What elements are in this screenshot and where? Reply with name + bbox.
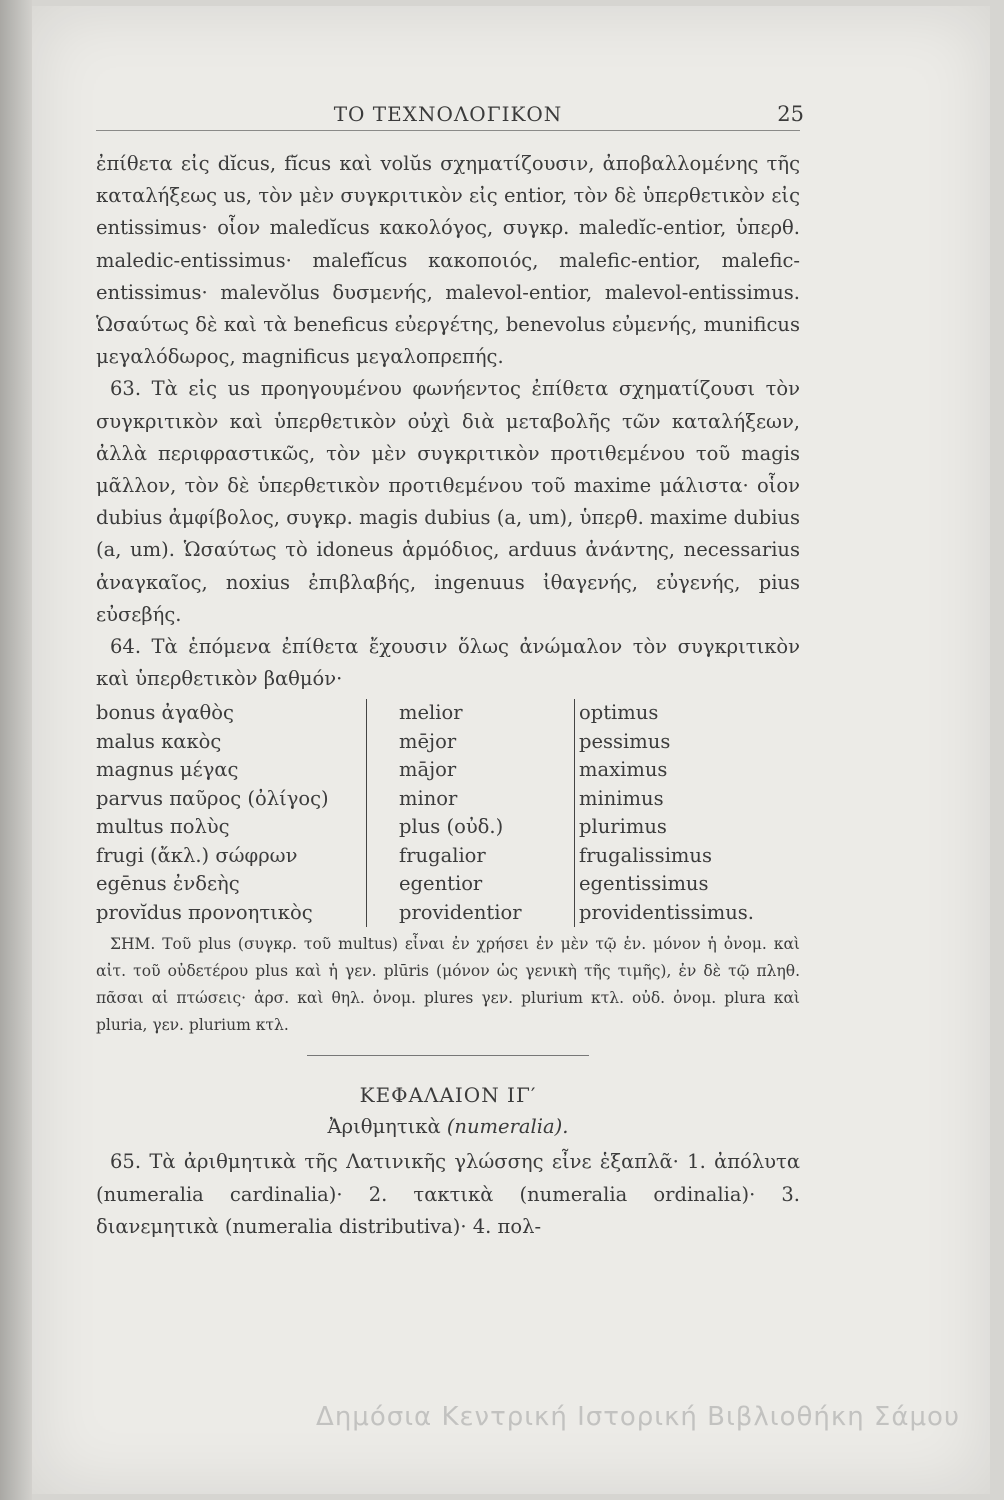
- superlative-column: [574, 699, 800, 927]
- table-cell: frugalissimus: [579, 843, 712, 867]
- paragraph-64: 64. Τὰ ἑπόμενα ἐπίθετα ἔχουσιν ὅλως ἀνώμαλον τὸν συγκριτικὸν καὶ ὑπερθετικὸν βαθμόν·: [96, 635, 800, 691]
- table-cell: parvus παῦρος (ὀλίγος): [96, 786, 329, 810]
- page-text: [96, 96, 804, 1243]
- table-cell: bonus ἀγαθὸς: [96, 701, 234, 725]
- chapter-subtitle-latin: (numeralia).: [446, 1115, 569, 1139]
- library-watermark: Δημόσια Κεντρική Ιστορική Βιβλιοθήκη Σάμου: [316, 1402, 960, 1432]
- chapter-subtitle: [96, 1110, 800, 1144]
- table-cell: egēnus ἐνδεὴς: [96, 872, 240, 896]
- table-cell: providentior: [399, 900, 522, 924]
- table-cell: egentior: [399, 872, 483, 896]
- positive-column: [96, 699, 366, 927]
- header-rule: [96, 130, 800, 131]
- table-cell: plurimus: [579, 815, 667, 839]
- chapter-subtitle-greek: Ἀριθμητικὰ: [327, 1115, 441, 1139]
- comparative-column: [366, 699, 574, 927]
- table-cell: mējor: [399, 729, 457, 753]
- table-cell: pessimus: [579, 729, 671, 753]
- table-cell: frugi (ἄκλ.) σώφρων: [96, 843, 298, 867]
- table-cell: plus (οὐδ.): [399, 815, 504, 839]
- table-cell: optimus: [579, 701, 659, 725]
- book-gutter-shadow: [0, 0, 32, 1500]
- footnote-remark: ΣΗΜ. Τοῦ plus (συγκρ. τοῦ multus) εἶναι ἐν χρήσει ἐν μὲν τῷ ἑν. μόνον ἡ ὀνομ. καὶ αἰτ. τοῦ οὐδετέρου plus καὶ ἡ γεν. plūris (μόνον ὡς γενικὴ τῆς τιμῆς), ἐν δὲ τῷ πληθ. πᾶσαι αἱ πτώσεις· ἀρσ. καὶ θηλ. ὀνομ. plures γεν. plurium κτλ. οὐδ. ὀνομ. plura καὶ pluria, γεν. plurium κτλ.: [96, 935, 800, 1035]
- comparison-table: [96, 699, 800, 927]
- paragraph-65: 65. Τὰ ἀριθμητικὰ τῆς Λατινικῆς γλώσσης εἶνε ἑξαπλᾶ· 1. ἀπόλυτα (numeralia cardinalia)· 2. τακτικὰ (numeralia ordinalia)· 3. διανεμητικὰ (numeralia distributiva)· 4. πολ-: [96, 1150, 800, 1238]
- paragraph-62-continued: ἐπίθετα εἰς dĭcus, fĭcus καὶ volŭs σχηματίζουσιν, ἀποβαλλομένης τῆς καταλήξεως us, τὸν μὲν συγκριτικὸν εἰς entior, τὸν δὲ ὑπερθετικὸν εἰς entissimus· οἷον maledĭcus κακολόγος, συγκρ. maledĭc-entior, ὑπερθ. maledic-entissimus· malefĭcus κακοποιός, malefic-entior, malefic-entissimus· malevŏlus δυσμενής, malevol-entior, malevol-entissimus. Ὡσαύτως δὲ καὶ τὰ beneficus εὐεργέτης, benevolus εὐμενής, munificus μεγαλόδωρος, magnificus μεγαλοπρεπής.: [96, 152, 800, 369]
- chapter-title: ΚΕΦΑΛΑΙΟΝ ΙΓ′: [359, 1083, 537, 1108]
- page-number: 25: [777, 102, 804, 126]
- paragraph-63: 63. Τὰ εἰς us προηγουμένου φωνήεντος ἐπίθετα σχηματίζουσι τὸν συγκριτικὸν καὶ ὑπερθετικὸν οὐχὶ διὰ μεταβολῆς τῶν καταλήξεων, ἀλλὰ περιφραστικῶς, τὸν μὲν συγκριτικὸν προτιθεμένου τοῦ magis μᾶλλον, τὸν δὲ ὑπερθετικὸν προτιθεμένου τοῦ maxime μάλιστα· οἷον dubius ἀμφίβολος, συγκρ. magis dubius (a, um), ὑπερθ. maxime dubius (a, um). Ὡσαύτως τὸ idoneus ἁρμόδιος, arduus ἀνάντης, necessarius ἀναγκαῖος, noxius ἐπιβλαβής, ingenuus ἰθαγενής, εὐγενής, pius εὐσεβής.: [96, 377, 800, 626]
- running-header: [96, 96, 804, 140]
- table-cell: maximus: [579, 758, 668, 782]
- table-cell: magnus μέγας: [96, 758, 239, 782]
- table-cell: providentissimus.: [579, 900, 754, 924]
- section-separator: [307, 1055, 589, 1056]
- table-cell: melior: [399, 701, 463, 725]
- table-cell: malus κακὸς: [96, 729, 222, 753]
- table-cell: frugalior: [399, 843, 486, 867]
- table-cell: mājor: [399, 758, 457, 782]
- table-cell: provĭdus προνοητικὸς: [96, 900, 313, 924]
- table-cell: minimus: [579, 786, 664, 810]
- running-title: ΤΟ ΤΕΧΝΟΛΟΓΙΚΟΝ: [333, 102, 563, 126]
- table-cell: egentissimus: [579, 872, 709, 896]
- table-cell: minor: [399, 786, 458, 810]
- table-cell: multus πολὺς: [96, 815, 230, 839]
